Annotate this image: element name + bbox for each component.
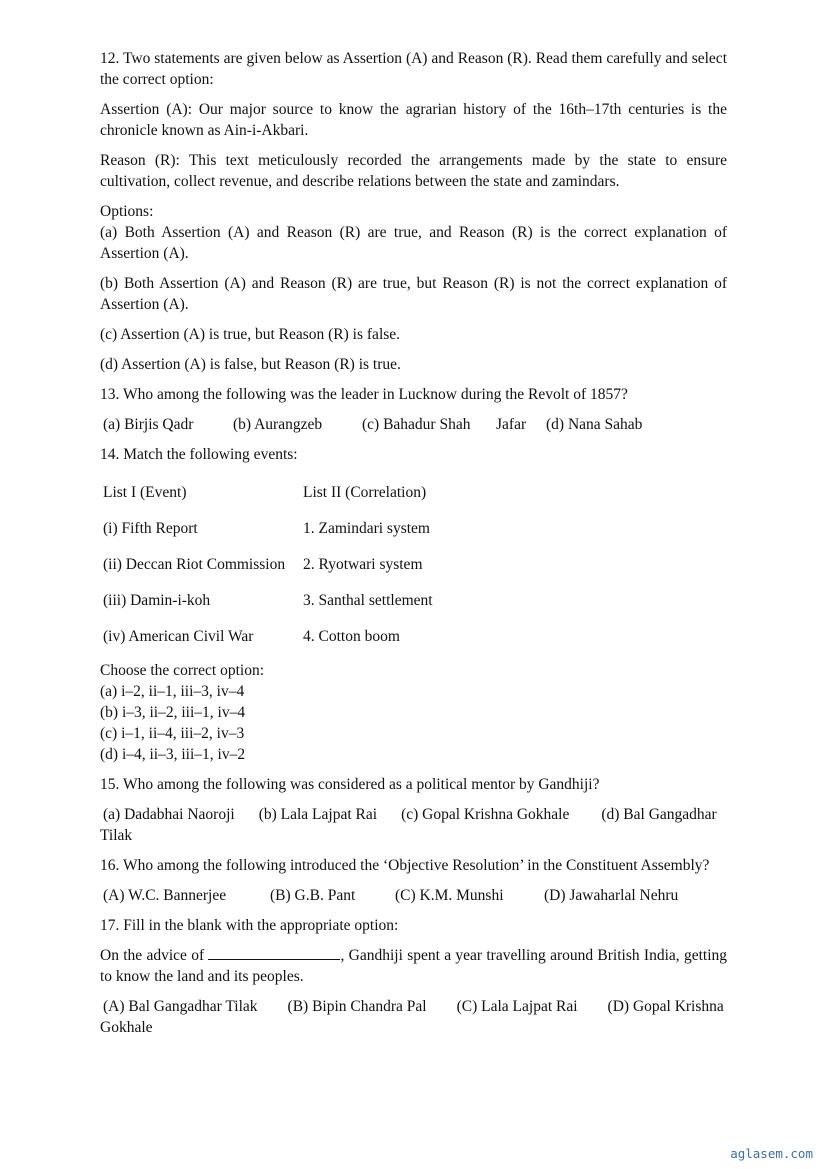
q12-option-a: (a) Both Assertion (A) and Reason (R) are true, and Reason (R) is the correct explanation of Assertion (A).: [100, 224, 727, 262]
list-1-item: (ii) Deccan Riot Commission: [103, 555, 286, 573]
table-header-row: [103, 474, 433, 510]
q17-option-c: (C) Lala Lajpat Rai: [456, 998, 578, 1015]
q13-options: [103, 414, 727, 435]
q17-option-a: (A) Bal Gangadhar Tilak: [103, 998, 258, 1015]
q14-match-table: [103, 474, 433, 654]
q16-option-c: (C) K.M. Munshi: [395, 887, 504, 904]
list-1-item: (i) Fifth Report: [103, 519, 198, 537]
q17-option-d: (D) Gopal Krishna Gokhale: [100, 998, 724, 1036]
q13-option-d: (d) Nana Sahab: [546, 416, 643, 433]
table-row: [103, 618, 433, 654]
q17-options: [100, 996, 727, 1038]
q17-option-b: (B) Bipin Chandra Pal: [287, 998, 427, 1015]
q15-question: 15. Who among the following was considered as a political mentor by Gandhiji?: [100, 776, 600, 793]
table-row: [103, 546, 433, 582]
q14-option-d: (d) i–4, ii–3, iii–1, iv–2: [100, 746, 246, 763]
q17-stem-after: , Gandhiji spent a year travelling around British India, getting to know the land and its peoples.: [100, 947, 728, 985]
q16-question: 16. Who among the following introduced the ‘Objective Resolution’ in the Constituent Assembly?: [100, 857, 710, 874]
question-page: [100, 48, 727, 1047]
q15-option-d: (d) Bal Gangadhar Tilak: [100, 806, 717, 844]
q13-question: 13. Who among the following was the leader in Lucknow during the Revolt of 1857?: [100, 386, 628, 403]
q12-options-label: Options:: [100, 203, 154, 220]
q15-option-c: (c) Gopal Krishna Gokhale: [401, 806, 570, 823]
q12-question: 12. Two statements are given below as Assertion (A) and Reason (R). Read them carefully and select the correct option:: [100, 50, 727, 88]
q16-options: [103, 885, 727, 906]
list-2-item: 1. Zamindari system: [303, 519, 430, 537]
site-watermark: aglasem.com: [730, 1146, 813, 1161]
q15-options: [100, 804, 727, 846]
q17-question: 17. Fill in the blank with the appropriate option:: [100, 917, 399, 934]
q14-choose-label: Choose the correct option:: [100, 662, 264, 679]
q17-stem-before: On the advice of: [100, 947, 205, 964]
q14-option-c: (c) i–1, ii–4, iii–2, iv–3: [100, 725, 245, 742]
q14-option-a: (a) i–2, ii–1, iii–3, iv–4: [100, 683, 245, 700]
q14-option-b: (b) i–3, ii–2, iii–1, iv–4: [100, 704, 246, 721]
q12-assertion: Assertion (A): Our major source to know the agrarian history of the 16th–17th centuries is the chronicle known as Ain-i-Akbari.: [100, 101, 727, 139]
q17-stem: [100, 945, 727, 987]
list-1-item: (iii) Damin-i-koh: [103, 591, 211, 609]
q12-reason: Reason (R): This text meticulously recorded the arrangements made by the state to ensure cultivation, collect revenue, and describe relations between the state and zamindars.: [100, 152, 727, 190]
q13-option-a: (a) Birjis Qadr: [103, 416, 194, 433]
q12-option-d: (d) Assertion (A) is false, but Reason (R) is true.: [100, 356, 401, 373]
table-row: [103, 582, 433, 618]
fill-in-blank: [208, 945, 340, 960]
q16-option-a: (A) W.C. Bannerjee: [103, 887, 227, 904]
table-row: [103, 510, 433, 546]
q12-option-b: (b) Both Assertion (A) and Reason (R) are true, but Reason (R) is not the correct explanation of Assertion (A).: [100, 275, 727, 313]
q13-option-c-cont: Jafar: [496, 416, 527, 433]
q13-option-c: (c) Bahadur Shah: [362, 416, 471, 433]
list-2-item: 3. Santhal settlement: [303, 591, 433, 609]
q12-option-c: (c) Assertion (A) is true, but Reason (R) is false.: [100, 326, 401, 343]
q14-question: 14. Match the following events:: [100, 446, 298, 463]
list-2-header: List II (Correlation): [303, 483, 427, 501]
q16-option-d: (D) Jawaharlal Nehru: [544, 887, 679, 904]
q15-option-b: (b) Lala Lajpat Rai: [258, 806, 378, 823]
q16-option-b: (B) G.B. Pant: [270, 887, 356, 904]
q13-option-b: (b) Aurangzeb: [233, 416, 323, 433]
list-1-item: (iv) American Civil War: [103, 627, 254, 645]
list-2-item: 4. Cotton boom: [303, 627, 400, 645]
list-1-header: List I (Event): [103, 483, 187, 501]
q15-option-a: (a) Dadabhai Naoroji: [103, 806, 235, 823]
list-2-item: 2. Ryotwari system: [303, 555, 423, 573]
